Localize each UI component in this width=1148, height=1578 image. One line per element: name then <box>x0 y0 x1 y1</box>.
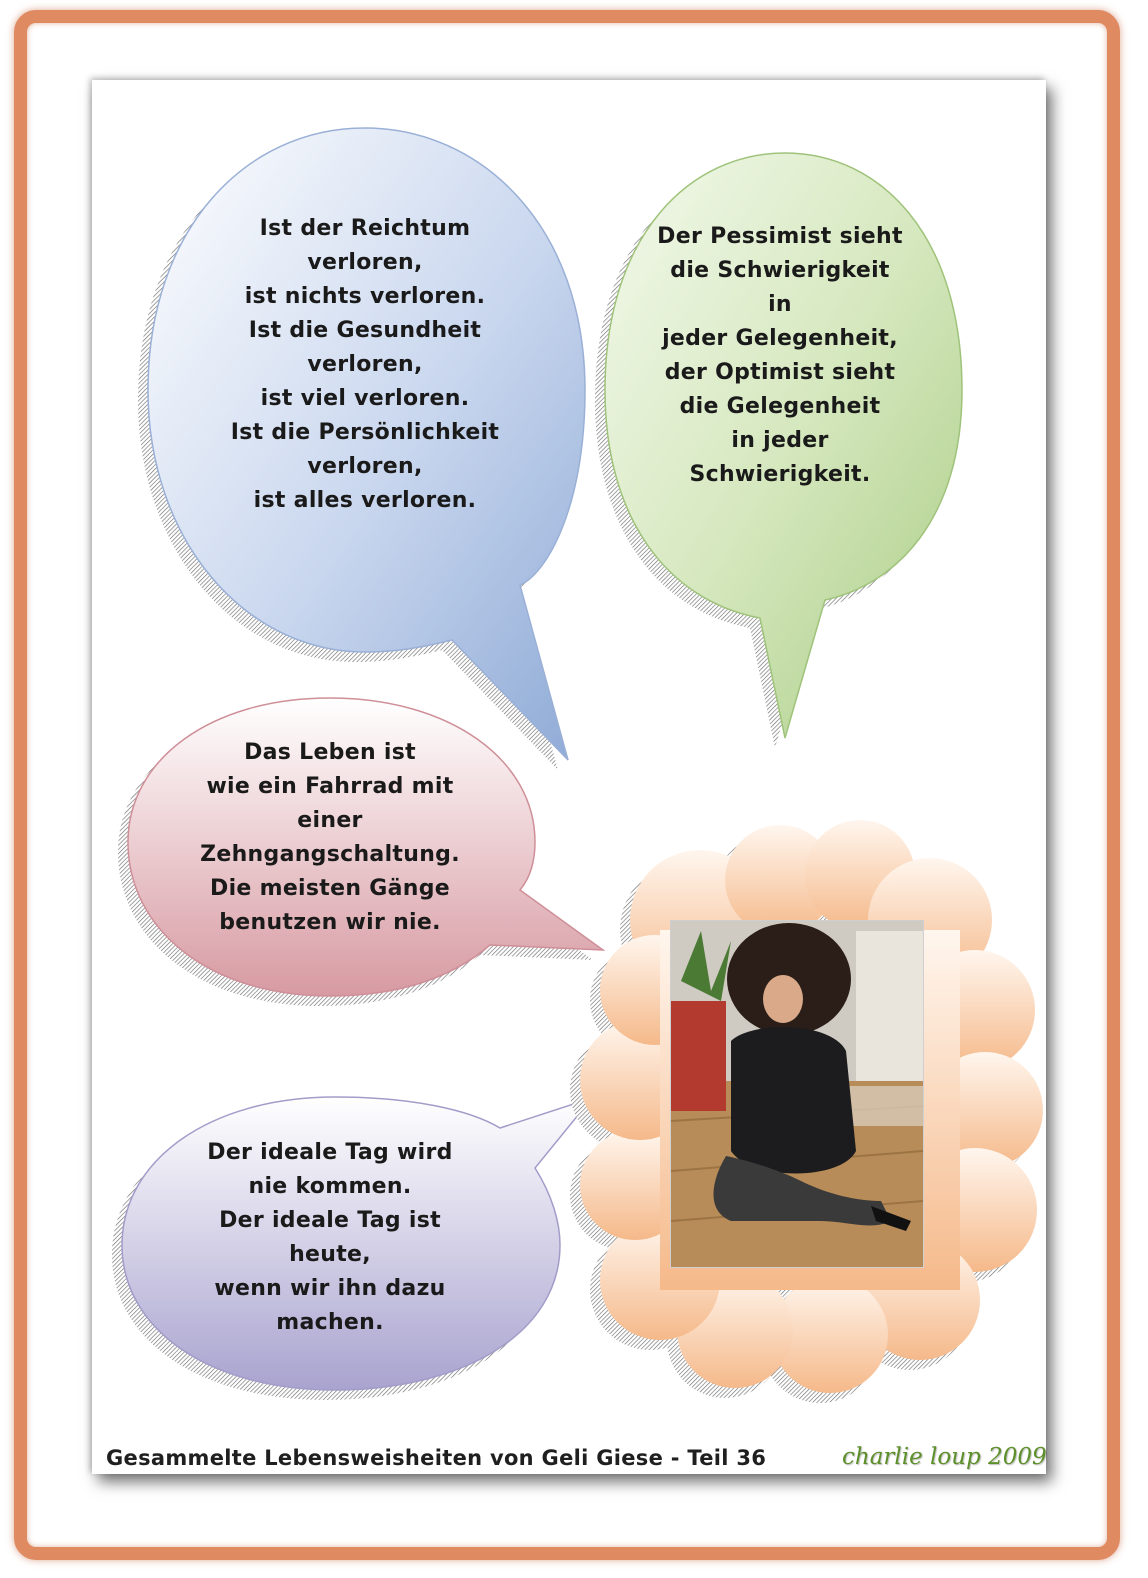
quote-line: ist alles verloren. <box>253 488 477 513</box>
quote-line: ist viel verloren. <box>260 386 470 411</box>
quote-line: Zehngangschaltung. <box>200 842 460 867</box>
quote-line: die Gelegenheit <box>679 394 881 419</box>
quote-line: in jeder <box>731 428 829 453</box>
quote-line: Schwierigkeit. <box>689 462 871 487</box>
quote-line: Ist der Reichtum <box>259 216 471 241</box>
quote-line: verloren, <box>307 454 423 479</box>
purple-bubble-quote <box>185 1136 475 1340</box>
quote-line: Der ideale Tag ist <box>219 1208 441 1233</box>
quote-line: Ist die Gesundheit <box>248 318 482 343</box>
quote-line: nie kommen. <box>248 1174 412 1199</box>
quote-line: wenn wir ihn dazu <box>214 1276 446 1301</box>
quote-line: verloren, <box>307 250 423 275</box>
quote-line: in <box>768 292 792 317</box>
quote-line: benutzen wir nie. <box>219 910 441 935</box>
blue-bubble-quote <box>215 212 515 518</box>
quote-line: Der ideale Tag wird <box>207 1140 453 1165</box>
red-bubble-quote <box>190 736 470 940</box>
quote-line: der Optimist sieht <box>664 360 896 385</box>
photo-illustration <box>671 921 923 1267</box>
quote-line: die Schwierigkeit <box>670 258 890 283</box>
quote-line: verloren, <box>307 352 423 377</box>
quote-line: wie ein Fahrrad mit <box>206 774 454 799</box>
quote-line: jeder Gelegenheit, <box>662 326 898 351</box>
quote-line: heute, <box>289 1242 371 1267</box>
quote-line: Ist die Persönlichkeit <box>230 420 500 445</box>
quote-line: einer <box>297 808 363 833</box>
portrait-photo <box>670 920 924 1268</box>
signature: charlie loup 2009 <box>842 1444 1047 1470</box>
footer-title: Gesammelte Lebensweisheiten von Geli Giese - Teil 36 <box>106 1446 767 1470</box>
quote-line: Die meisten Gänge <box>210 876 450 901</box>
quote-line: Der Pessimist sieht <box>657 224 903 249</box>
green-bubble-quote <box>640 220 920 492</box>
quote-line: Das Leben ist <box>244 740 416 765</box>
quote-line: ist nichts verloren. <box>244 284 486 309</box>
quote-line: machen. <box>276 1310 384 1335</box>
